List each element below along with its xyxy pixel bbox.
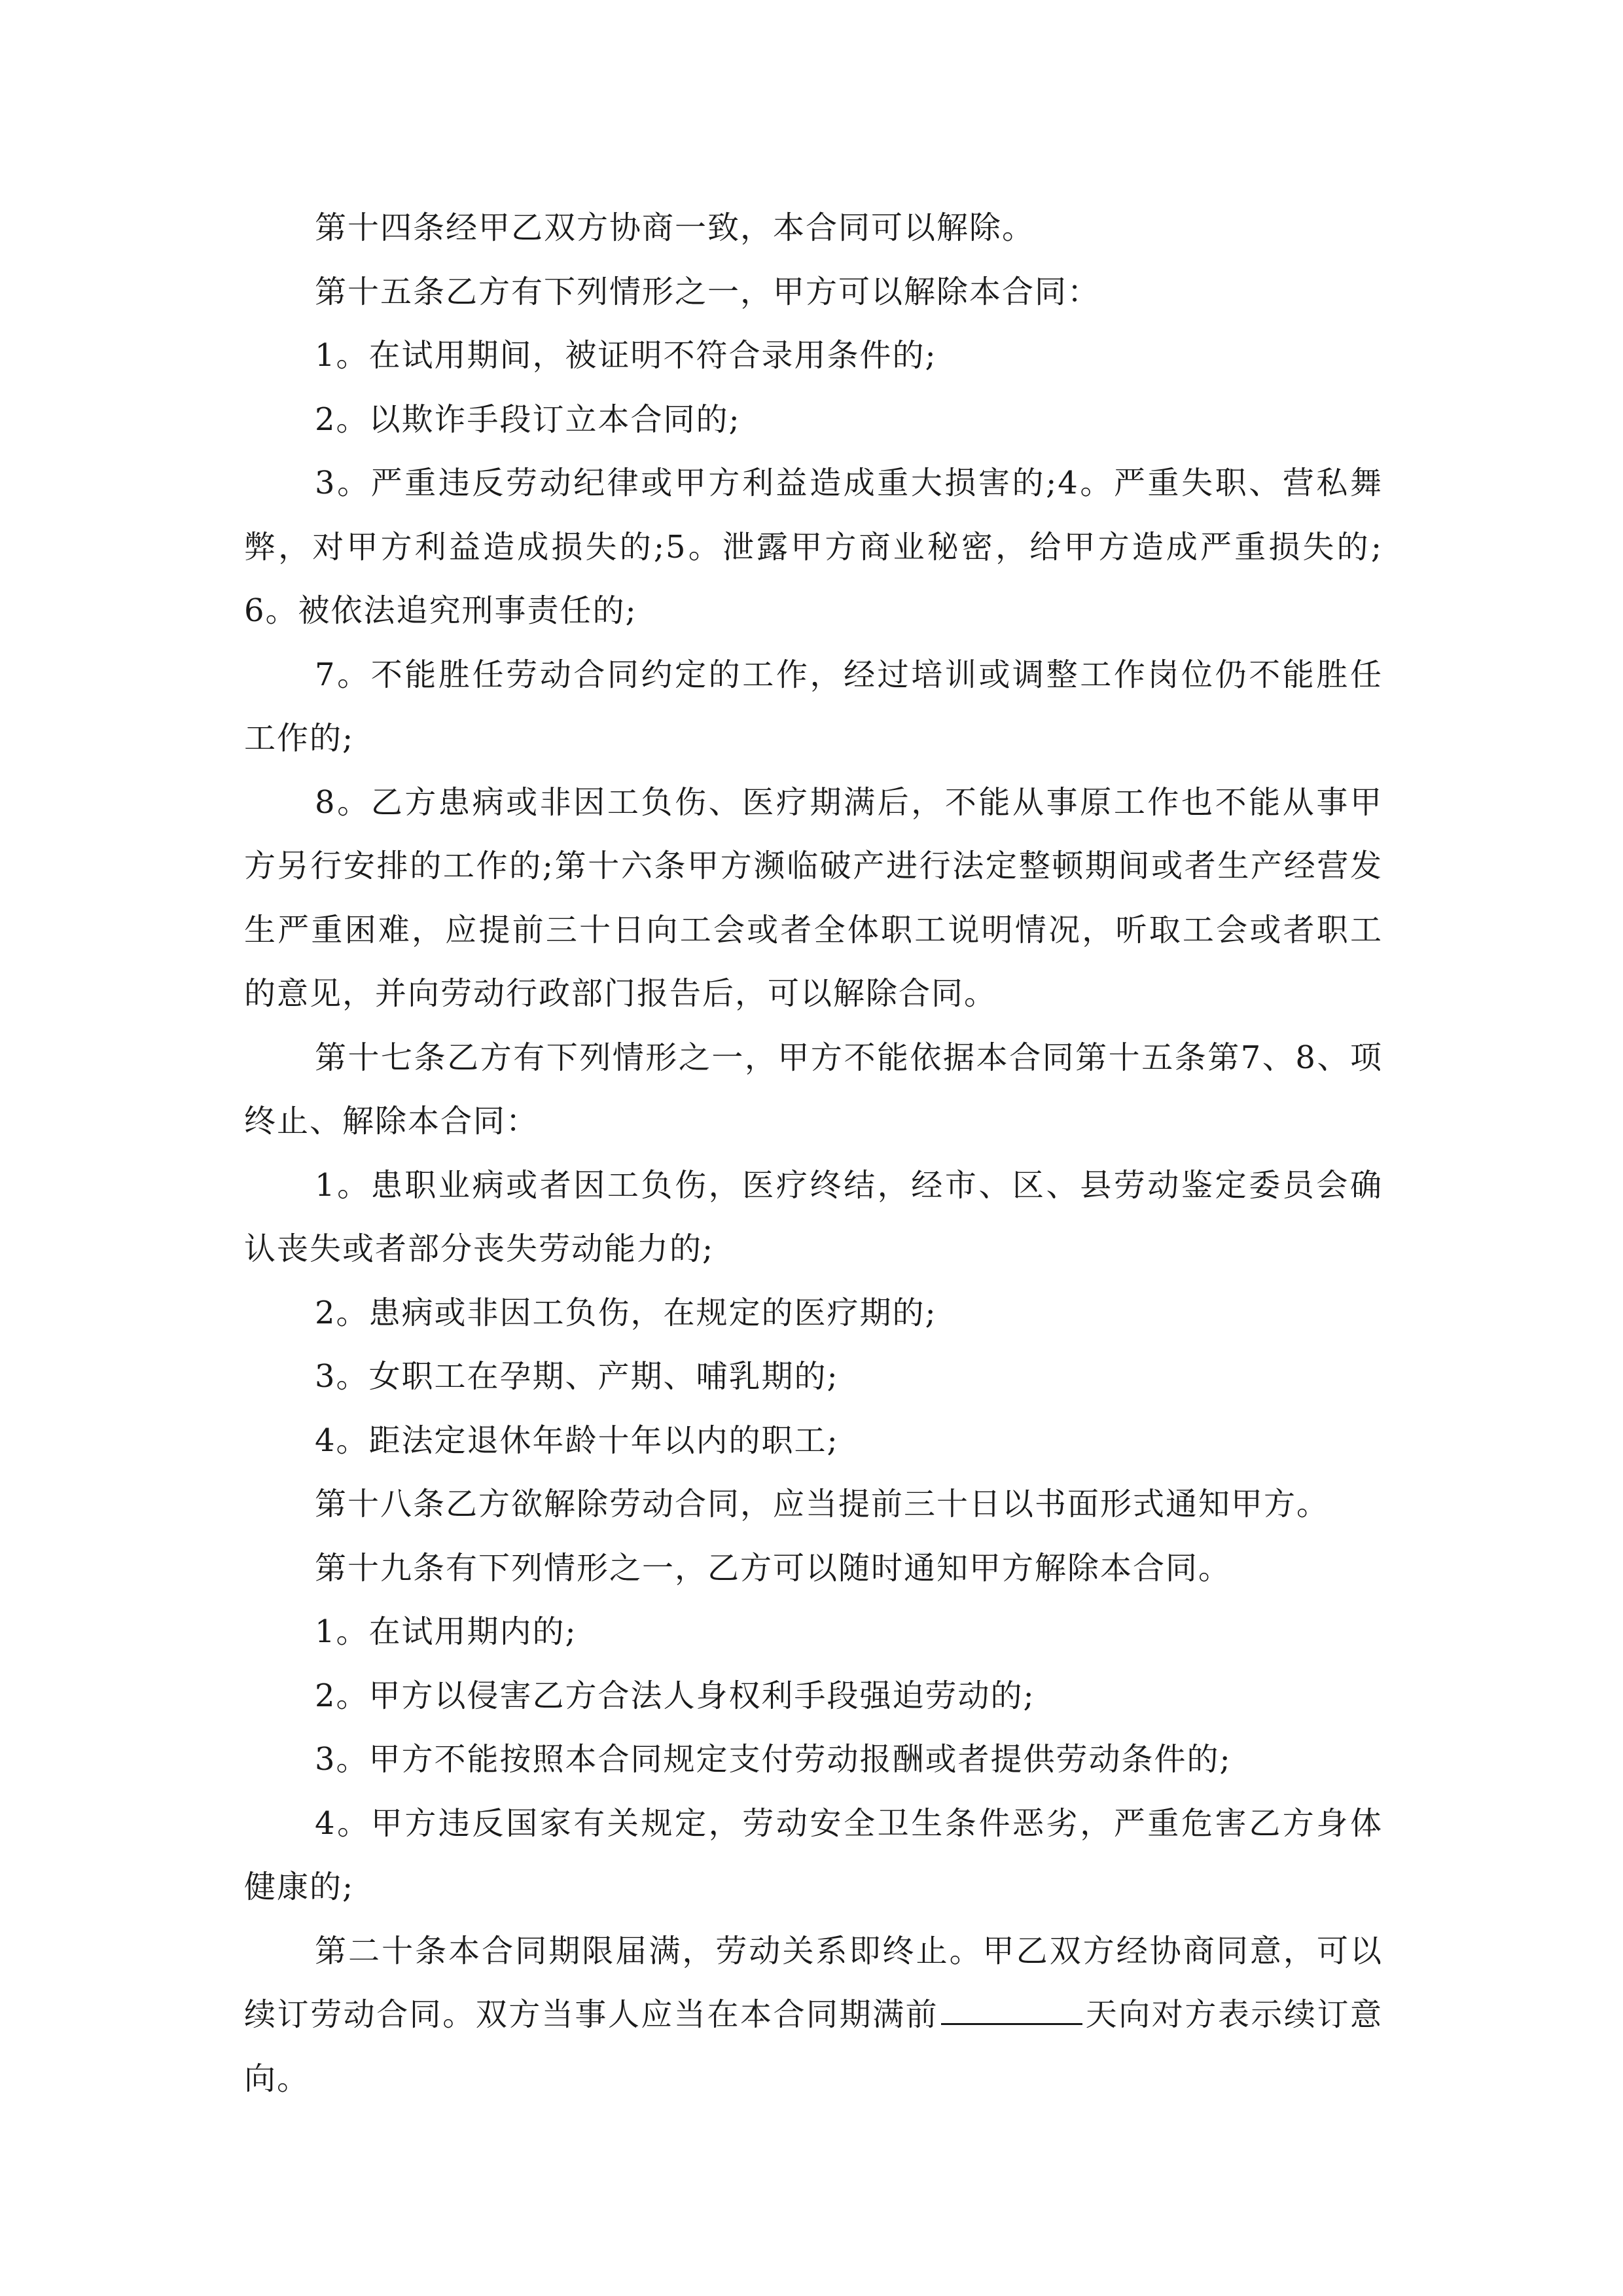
article-14: 第十四条经甲乙双方协商一致，本合同可以解除。 [315, 209, 1035, 246]
article-17-item-1: 1。患职业病或者因工负伤，医疗终结，经市、区、县劳动鉴定委员会确认丧失或者部分丧失劳动能力的; [244, 1166, 1383, 1267]
article-17-item-2: 2。患病或非因工负伤，在规定的医疗期的; [315, 1294, 937, 1331]
article-15-items-3-6: 3。严重违反劳动纪律或甲方利益造成重大损害的;4。严重失职、营私舞弊，对甲方利益造成损失的;5。泄露甲方商业秘密，给甲方造成严重损失的;6。被依法追究刑事责任的; [244, 465, 1383, 629]
article-15-item-1: 1。在试用期间，被证明不符合录用条件的; [315, 337, 937, 374]
article-15-item-7: 7。不能胜任劳动合同约定的工作，经过培训或调整工作岗位仍不能胜任工作的; [244, 656, 1383, 757]
article-17-intro: 第十七条乙方有下列情形之一，甲方不能依据本合同第十五条第7、8、项终止、解除本合同： [244, 1039, 1383, 1139]
article-20-text-before-blank: 第二十条本合同期限届满，劳动关系即终止。甲乙双方经协商同意，可以续订劳动合同。双方当事人应当在本合同期满前 [244, 1932, 1383, 2033]
fill-in-blank-days [941, 1997, 1082, 2025]
article-19-intro: 第十九条有下列情形之一，乙方可以随时通知甲方解除本合同。 [315, 1549, 1232, 1587]
article-19-item-3: 3。甲方不能按照本合同规定支付劳动报酬或者提供劳动条件的; [315, 1741, 1232, 1778]
article-20 [244, 1920, 1383, 2111]
article-15-intro: 第十五条乙方有下列情形之一，甲方可以解除本合同： [315, 273, 1101, 310]
article-15-item-2: 2。以欺诈手段订立本合同的; [315, 401, 741, 438]
article-15-item-8-and-article-16: 8。乙方患病或非因工负伤、医疗期满后，不能从事原工作也不能从事甲方另行安排的工作的;第十六条甲方濒临破产进行法定整顿期间或者生产经营发生严重困难，应提前三十日向工会或者全体职工说明情况，听取工会或者职工的意见，并向劳动行政部门报告后，可以解除合同。 [244, 783, 1383, 1012]
document-body [244, 196, 1383, 2111]
article-19-item-4: 4。甲方违反国家有关规定，劳动安全卫生条件恶劣，严重危害乙方身体健康的; [244, 1804, 1383, 1905]
article-19-item-1: 1。在试用期内的; [315, 1613, 577, 1650]
article-20-text-after-blank: 天向对方表示续订意向。 [244, 1996, 1383, 2097]
article-17-item-4: 4。距法定退休年龄十年以内的职工; [315, 1422, 839, 1459]
article-17-item-3: 3。女职工在孕期、产期、哺乳期的; [315, 1358, 839, 1395]
article-18: 第十八条乙方欲解除劳动合同，应当提前三十日以书面形式通知甲方。 [315, 1486, 1330, 1522]
article-19-item-2: 2。甲方以侵害乙方合法人身权利手段强迫劳动的; [315, 1677, 1035, 1714]
